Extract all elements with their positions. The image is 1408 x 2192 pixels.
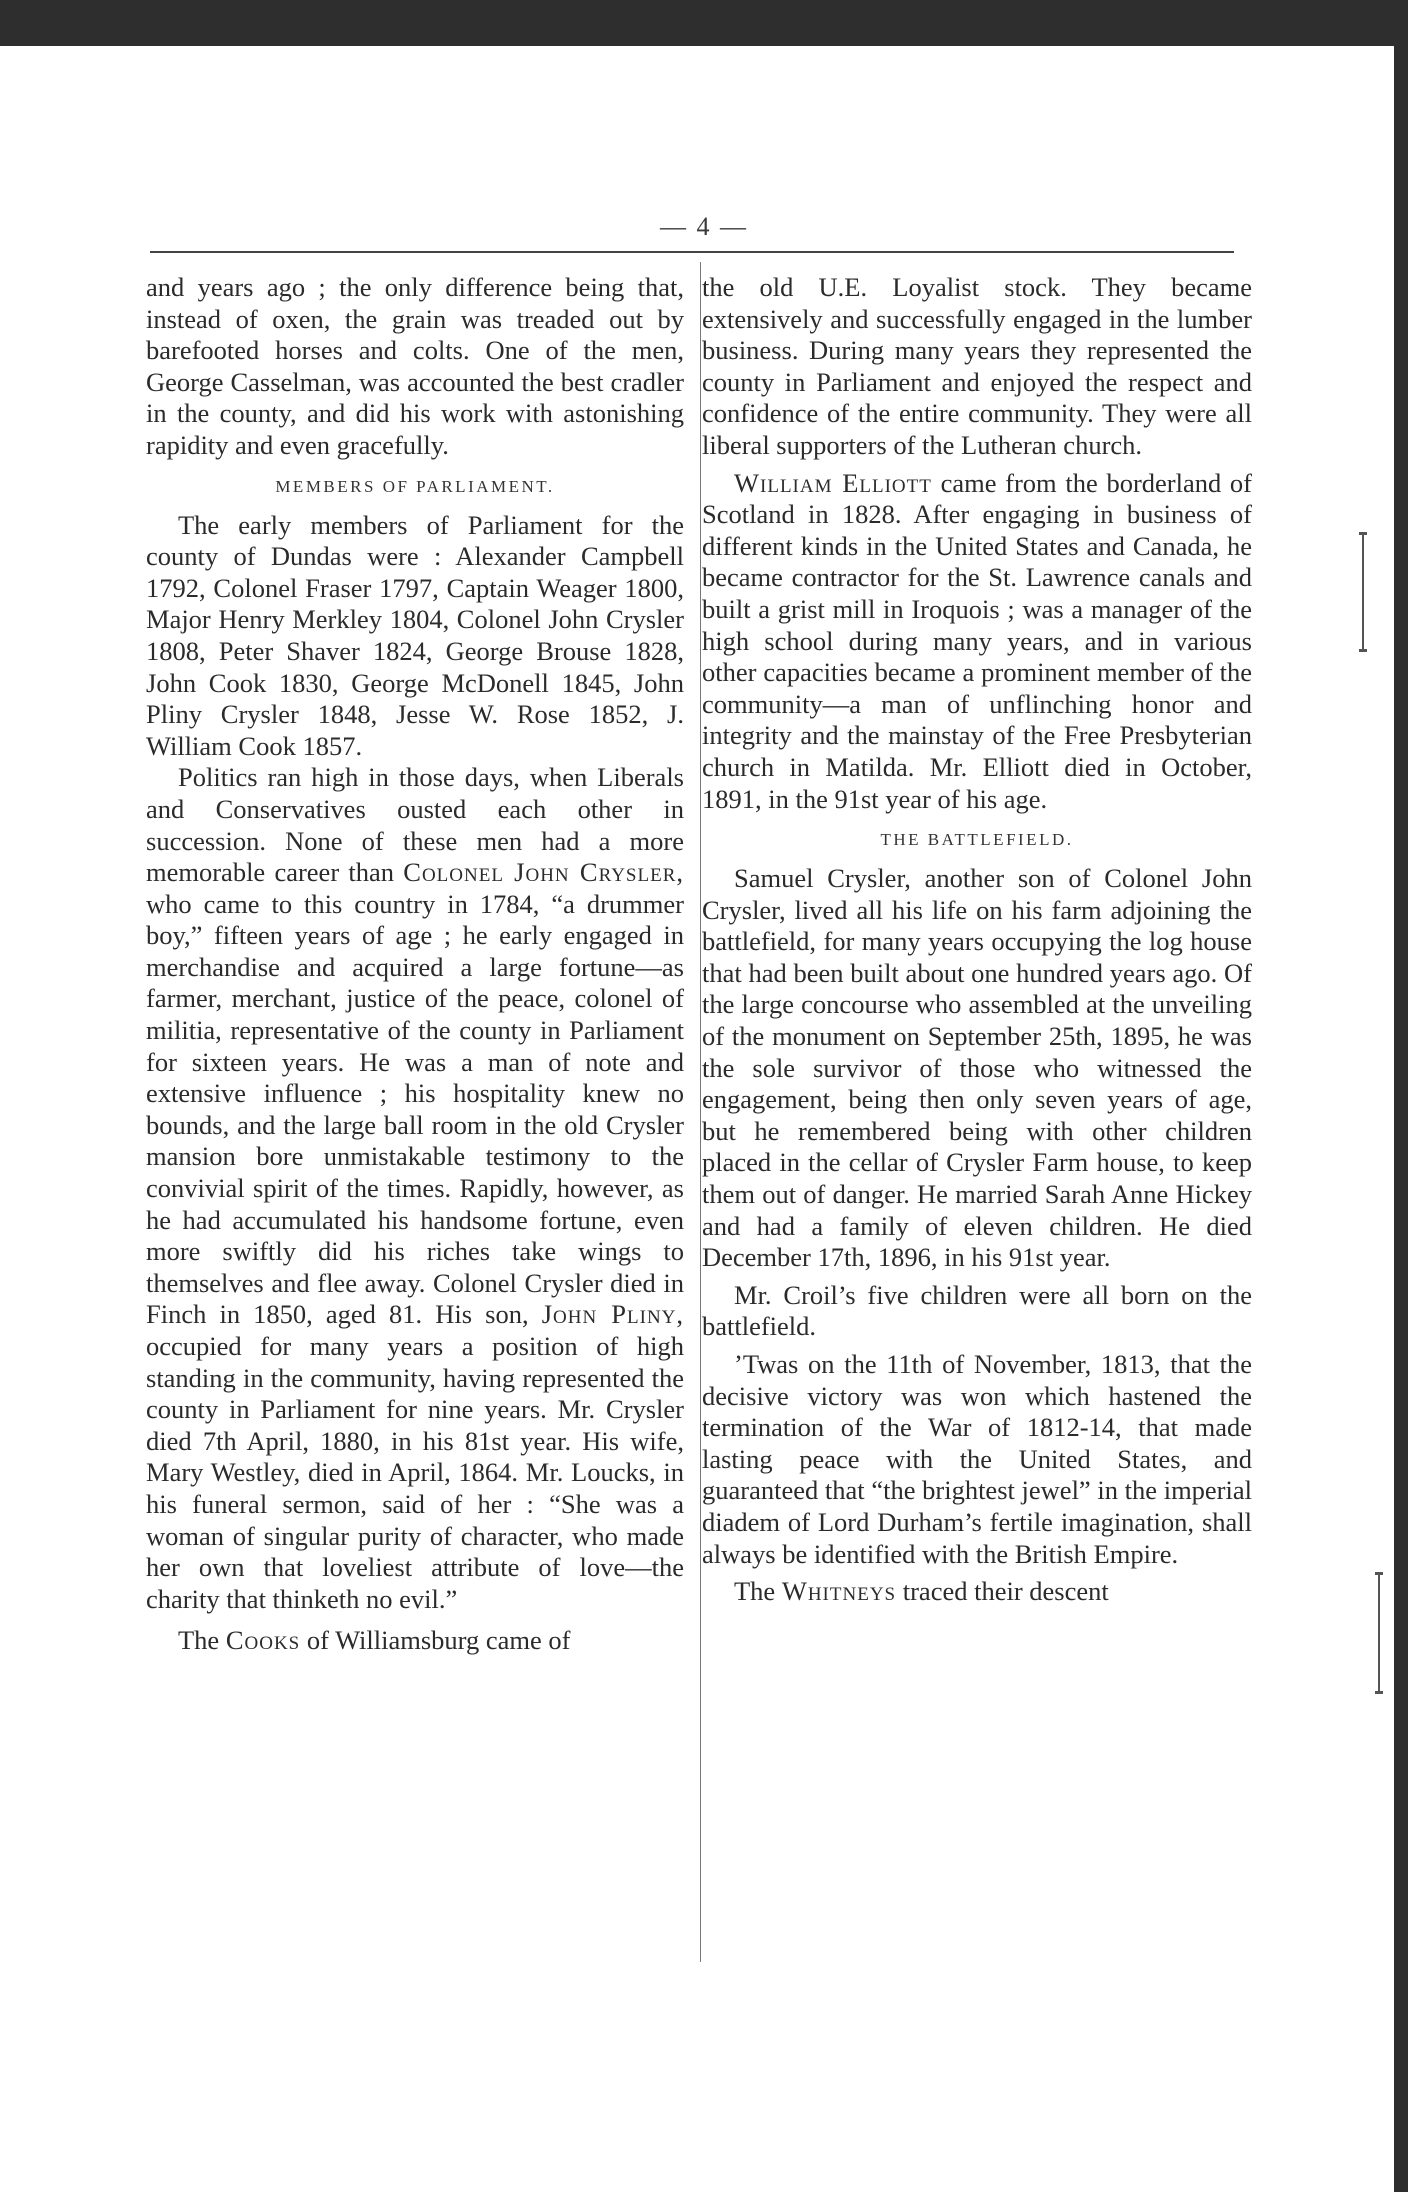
left-column	[146, 272, 684, 1657]
family-name: Whitneys	[781, 1576, 897, 1607]
text-run: The	[178, 1625, 220, 1656]
section-heading: MEMBERS OF PARLIAMENT.	[275, 476, 555, 496]
paragraph	[702, 468, 1252, 816]
text-run: of Williamsburg came of	[306, 1625, 571, 1656]
paragraph	[146, 762, 684, 1615]
scan-border-right	[1394, 0, 1408, 2192]
person-name: John Pliny,	[541, 1299, 685, 1330]
text-run: Politics ran high in those days, when Liberals and Conservatives ousted each other in succession. None of these men had a more memorable career than	[146, 762, 684, 888]
text-run: The	[734, 1576, 776, 1607]
page-number: — 4 —	[660, 212, 748, 241]
text-run: who came to this country in 1784, “a drummer boy,” fifteen years of age ; he early engaged in merchandise and acquired a large fortune—as farmer, merchant, justice of the peace, colonel of militia, representative of the county in Parliament for sixteen years. He was a man of note and extensive influence ; his hospitality knew no bounds, and the large ball room in the old Crysler mansion bore unmistakable testimony to the convivial spirit of the times. Rapidly, however, as he had accumulated his handsome fortune, even more swiftly did his riches take wings to themselves and flee away. Colonel Crysler died in Finch in 1850, aged 81. His son,	[146, 888, 684, 1330]
family-name: Cooks	[225, 1625, 301, 1656]
paragraph	[146, 1625, 684, 1657]
person-name: William Elliott	[734, 467, 932, 498]
scan-border-top	[0, 0, 1408, 46]
paragraph	[702, 1576, 1252, 1608]
paragraph: the old U.E. Loyalist stock. They became extensively and successfully engaged in the lumber business. During many years they represented the county in Parliament and enjoyed the respect and confidence of the entire community. They were all liberal supporters of the Lutheran church.	[702, 272, 1252, 460]
paragraph: Mr. Croil’s five children were all born on the battlefield.	[702, 1279, 1252, 1342]
paragraph: ’Twas on the 11th of November, 1813, that the decisive victory was won which hastened the termination of the War of 1812-14, that made lasting peace with the United States, and guaranteed that “the brightest jewel” in the imperial diadem of Lord Durham’s fertile imagination, shall always be identified with the British Empire.	[702, 1349, 1252, 1569]
text-run: occupied for many years a position of high standing in the community, having represented the county in Parliament for nine years. Mr. Crysler died 7th April, 1880, in his 81st year. His wife, Mary Westley, died in April, 1864. Mr. Loucks, in his funeral sermon, said of her : “She was a woman of singular purity of character, who made her own that loveliest attribute of love—the charity that thinketh no evil.”	[146, 1331, 684, 1614]
header-rule	[150, 251, 1234, 253]
section-heading: THE BATTLEFIELD.	[880, 830, 1074, 850]
text-run: traced their descent	[902, 1576, 1109, 1607]
text-run: came from the borderland of Scotland in 1828. After engaging in business of different kinds in the United States and Canada, he became contractor for the St. Lawrence canals and built a grist mill in Iroquois ; was a manager of the high school during many years, and in various other capacities became a prominent member of the community—a man of unflinching honor and integrity and the mainstay of the Free Presbyterian church in Matilda. Mr. Elliott died in October, 1891, in the 91st year of his age.	[702, 467, 1252, 814]
margin-bracket-mark	[1362, 532, 1364, 652]
person-name: Colonel John Crysler,	[403, 857, 684, 888]
right-column	[702, 272, 1252, 1608]
paragraph: and years ago ; the only difference being that, instead of oxen, the grain was treaded out by barefooted horses and colts. One of the men, George Casselman, was accounted the best cradler in the county, and did his work with astonishing rapidity and even gracefully.	[146, 272, 684, 460]
paragraph: Samuel Crysler, another son of Colonel John Crysler, lived all his life on his farm adjoining the battlefield, for many years occupying the log house that had been built about one hundred years ago. Of the large concourse who assembled at the unveiling of the monument on September 25th, 1895, he was the sole survivor of those who witnessed the engagement, being then only seven years of age, but he remembered being with other children placed in the cellar of Crysler Farm house, to keep them out of danger. He married Sarah Anne Hickey and had a family of eleven children. He died December 17th, 1896, in his 91st year.	[702, 863, 1252, 1273]
margin-bracket-mark	[1378, 1572, 1380, 1694]
paragraph: The early members of Parliament for the county of Dundas were : Alexander Campbell 1792, Colonel Fraser 1797, Captain Weager 1800, Major Henry Merkley 1804, Colonel John Crysler 1808, Peter Shaver 1824, George Brouse 1828, John Cook 1830, George McDonell 1845, John Pliny Crysler 1848, Jesse W. Rose 1852, J. William Cook 1857.	[146, 509, 684, 761]
column-divider	[700, 262, 701, 1962]
